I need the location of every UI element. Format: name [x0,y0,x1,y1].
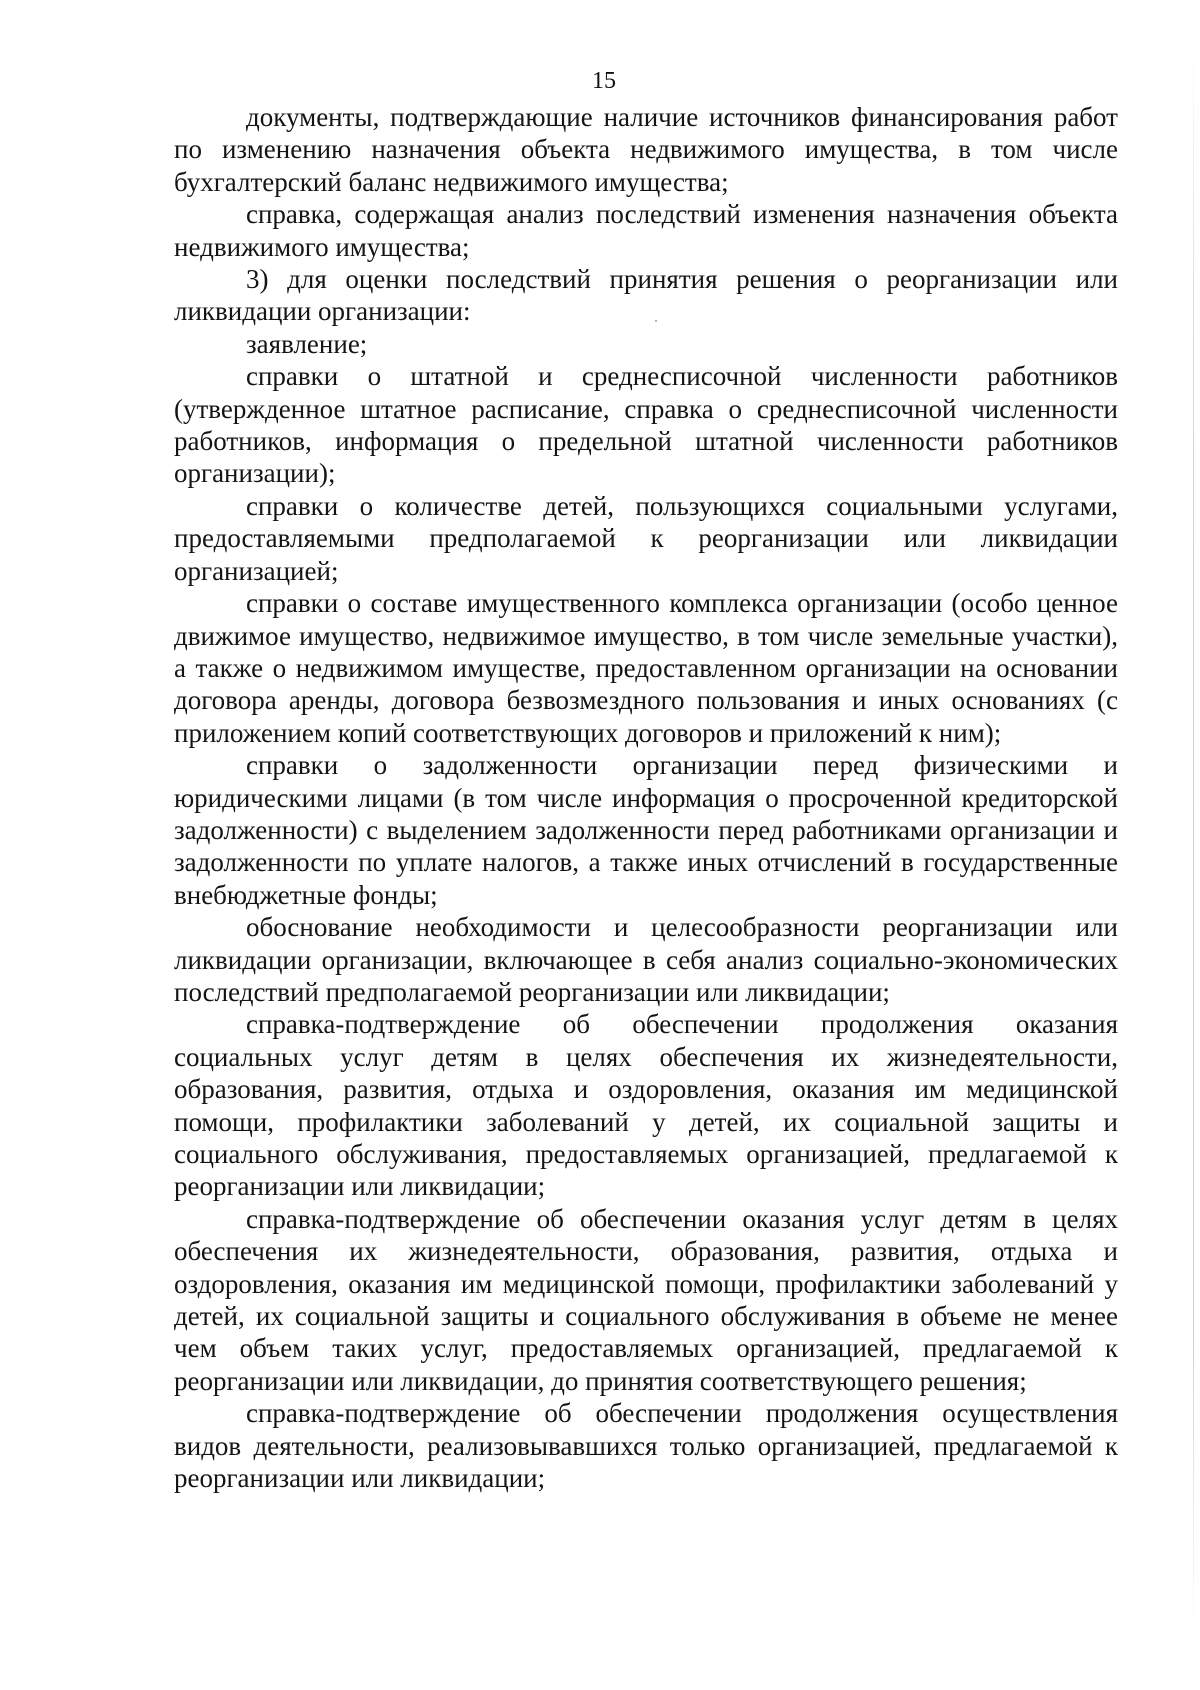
paragraph-children-count: справки о количестве детей, пользующихся социальными услугами, предоставляемыми предполагаемой к реорганизации или ликвидации организацией; [174,490,1118,586]
paragraph-justification: обоснование необходимости и целесообразности реорганизации или ликвидации организации, включающее в себя анализ социально-экономических последствий предполагаемой реорганизации или ликвидации; [174,912,1118,1007]
paragraph-debts: справки о задолженности организации перед физическими и юридическими лицами (в том числе информация о просроченной кредиторской задолженности) с выделением задолженности перед работниками организации и задолженности по уплате налогов, а также иных отчислений в государственные внебюджетные фонды; [174,750,1118,910]
document-body [174,101,1118,1494]
paragraph-funding-documents: документы, подтверждающие наличие источников финансирования работ по изменению назначения объекта недвижимого имущества, в том числе бухгалтерский баланс недвижимого имущества; [174,102,1118,197]
paragraph-staff-certificates: справки о штатной и среднесписочной численности работников (утвержденное штатное расписание, справка о среднесписочной численности работников, информация о предельной штатной численности работников организации); [174,361,1118,489]
page-edge-line [1193,40,1194,1640]
paragraph-activities-continuation: справка-подтверждение об обеспечении продолжения осуществления видов деятельности, реализовывавшихся только организацией, предлагаемой к реорганизации или ликвидации; [174,1398,1118,1494]
page-number: 15 [592,68,616,94]
paragraph-social-services-continuation: справка-подтверждение об обеспечении продолжения оказания социальных услуг детям в целях обеспечения их жизнедеятельности, образования, развития, отдыха и оздоровления, оказания им медицинской помощи, профилактики заболеваний у детей, их социальной защиты и социального обслуживания, предоставляемых организацией, предлагаемой к реорганизации или ликвидации; [174,1009,1118,1202]
paragraph-consequences-analysis: справка, содержащая анализ последствий изменения назначения объекта недвижимого имущества; [174,199,1118,262]
paragraph-property-complex: справки о составе имущественного комплекса организации (особо ценное движимое имущество, недвижимое имущество, в том числе земельные участки), а также о недвижимом имуществе, предоставленном организации на основании договора аренды, договора безвозмездного пользования и иных основаниях (с приложением копий соответствующих договоров и приложений к ним); [174,588,1118,748]
paragraph-application: заявление; [246,328,368,359]
paragraph-services-volume: справка-подтверждение об обеспечении оказания услуг детям в целях обеспечения их жизнедеятельности, образования, развития, отдыха и оздоровления, оказания им медицинской помощи, профилактики заболеваний у детей, их социальной защиты и социального обслуживания в объеме не менее чем объем таких услуг, предоставляемых организацией, предлагаемой к реорганизации или ликвидации, до принятия соответствующего решения; [174,1203,1118,1396]
paragraph-item-3: 3) для оценки последствий принятия решения о реорганизации или ликвидации организации: [174,264,1118,327]
